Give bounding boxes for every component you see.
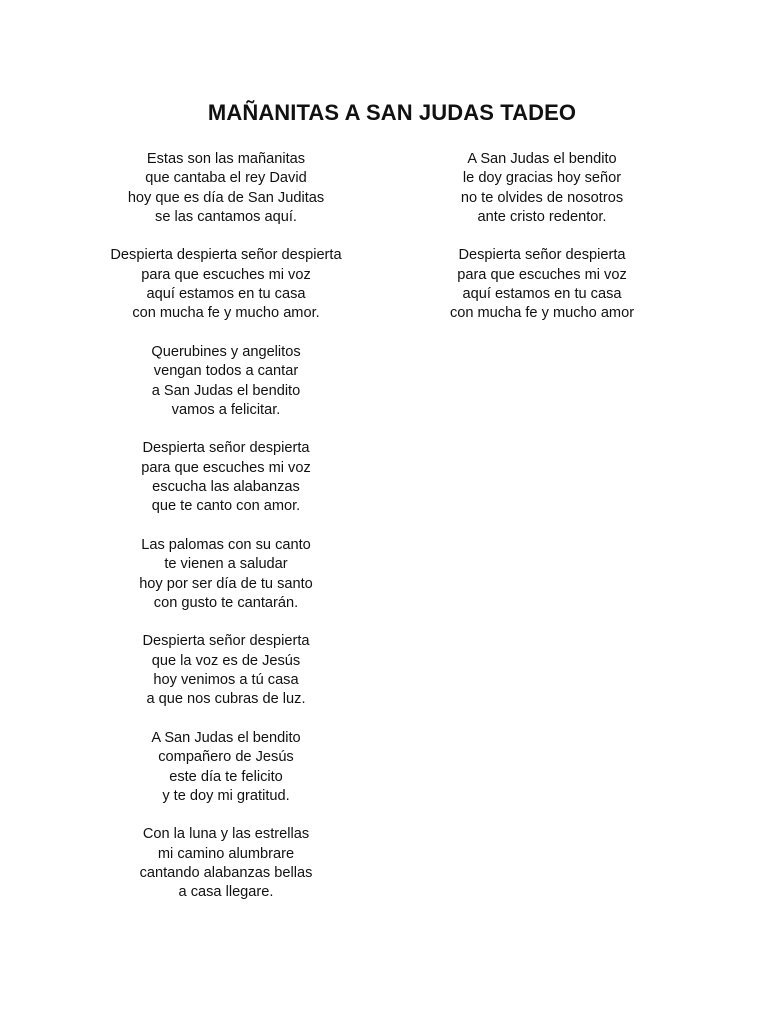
- document-title: MAÑANITAS A SAN JUDAS TADEO: [207, 100, 577, 125]
- verse-line: cantando alabanzas bellas: [139, 864, 313, 881]
- verse-line: ante cristo redentor.: [477, 208, 607, 225]
- verse-line: para que escuches mi voz: [141, 459, 311, 476]
- right-stanza: [422, 150, 662, 227]
- left-column: [86, 150, 366, 922]
- verse-line: vengan todos a cantar: [153, 363, 299, 380]
- verse-line: a San Judas el bendito: [151, 382, 301, 399]
- verse-line: te vienen a saludar: [164, 556, 288, 573]
- verse-line: Con la luna y las estrellas: [142, 826, 310, 843]
- verse-line: Las palomas con su canto: [141, 536, 311, 553]
- verse-line: con mucha fe y mucho amor: [449, 305, 635, 322]
- left-stanza: [86, 150, 366, 227]
- verse-line: hoy que es día de San Juditas: [127, 189, 325, 206]
- verse-line: a casa llegare.: [178, 884, 274, 901]
- left-stanza: [86, 439, 366, 516]
- left-stanza: [86, 536, 366, 613]
- verse-line: compañero de Jesús: [158, 749, 294, 766]
- verse-line: que cantaba el rey David: [145, 170, 307, 187]
- verse-line: a que nos cubras de luz.: [146, 691, 306, 708]
- verse-line: escucha las alabanzas: [152, 479, 300, 496]
- verse-line: Despierta despierta señor despierta: [110, 247, 342, 264]
- verse-line: Despierta señor despierta: [142, 440, 310, 457]
- verse-line: aquí estamos en tu casa: [146, 286, 306, 303]
- verse-line: con mucha fe y mucho amor.: [132, 305, 320, 322]
- verse-line: hoy venimos a tú casa: [153, 672, 299, 689]
- left-stanza: [86, 246, 366, 323]
- verse-line: que te canto con amor.: [151, 498, 301, 515]
- right-column: [422, 150, 662, 343]
- verse-line: este día te felicito: [169, 768, 283, 785]
- verse-line: hoy por ser día de tu santo: [139, 575, 313, 592]
- verse-line: se las cantamos aquí.: [155, 208, 297, 225]
- verse-line: con gusto te cantarán.: [153, 594, 299, 611]
- verse-line: para que escuches mi voz: [141, 266, 311, 283]
- verse-line: mi camino alumbrare: [157, 845, 295, 862]
- right-stanza: [422, 246, 662, 323]
- verse-line: Despierta señor despierta: [458, 247, 626, 264]
- verse-line: y te doy mi gratitud.: [162, 787, 290, 804]
- verse-line: Estas son las mañanitas: [146, 151, 306, 167]
- verse-line: que la voz es de Jesús: [151, 652, 301, 669]
- left-stanza: [86, 632, 366, 709]
- verse-line: no te olvides de nosotros: [460, 189, 624, 206]
- verse-line: Despierta señor despierta: [142, 633, 310, 650]
- verse-line: aquí estamos en tu casa: [462, 286, 622, 303]
- verse-line: A San Judas el bendito: [467, 151, 617, 167]
- verse-line: para que escuches mi voz: [457, 266, 627, 283]
- verse-line: vamos a felicitar.: [171, 401, 281, 418]
- verse-line: Querubines y angelitos: [151, 343, 301, 360]
- left-stanza: [86, 729, 366, 806]
- left-stanza: [86, 343, 366, 420]
- left-stanza: [86, 825, 366, 902]
- verse-line: le doy gracias hoy señor: [462, 170, 622, 187]
- verse-line: A San Judas el bendito: [151, 729, 301, 746]
